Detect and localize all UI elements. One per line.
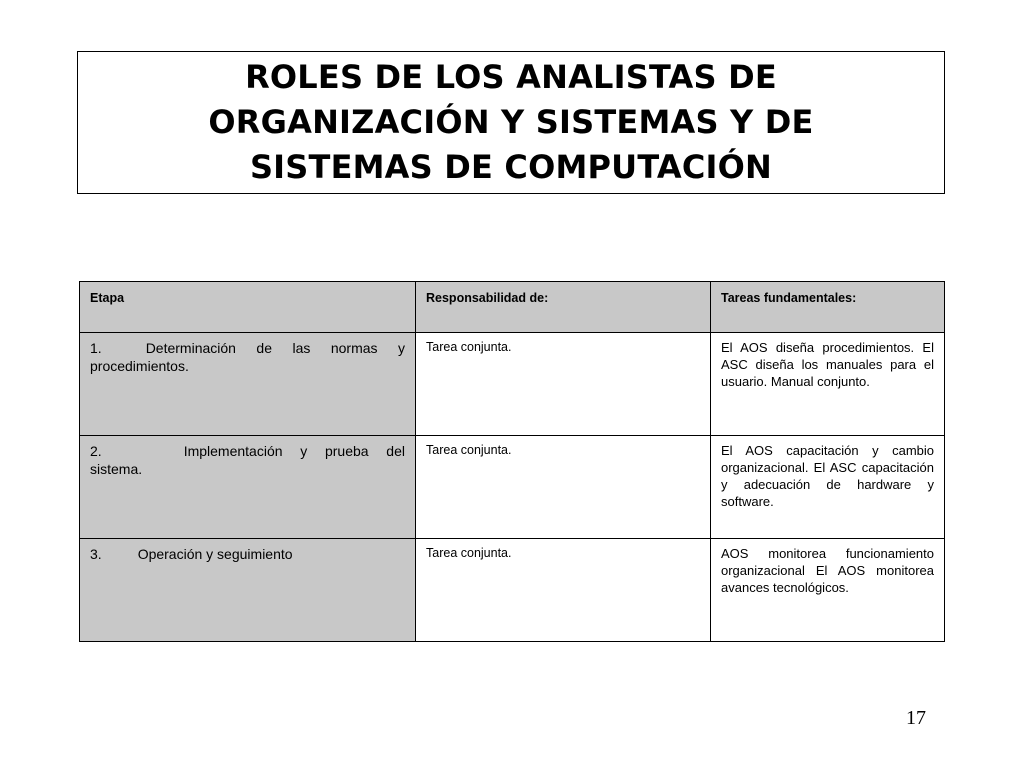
responsabilidad-cell: Tarea conjunta. <box>416 333 711 436</box>
etapa-text: Operación y seguimiento <box>137 546 293 562</box>
tareas-cell: El AOS capacitación y cambio organizacional. El ASC capacitación y adecuación de hardware y software. <box>711 436 945 539</box>
etapa-cell <box>80 333 416 436</box>
etapa-text: Implementación y prueba del sistema. <box>90 443 405 477</box>
table-header-row <box>80 282 945 333</box>
column-header-etapa: Etapa <box>80 282 416 333</box>
slide-title-line: ORGANIZACIÓN Y SISTEMAS Y DE <box>208 103 814 141</box>
slide-title-line: SISTEMAS DE COMPUTACIÓN <box>249 148 773 186</box>
table-row <box>80 539 945 642</box>
etapa-text: Determinación de las normas y procedimientos. <box>90 340 405 374</box>
slide-number: 17 <box>906 707 926 729</box>
etapa-cell <box>80 436 416 539</box>
column-header-tareas: Tareas fundamentales: <box>711 282 945 333</box>
table-row <box>80 333 945 436</box>
responsabilidad-cell: Tarea conjunta. <box>416 436 711 539</box>
roles-table <box>79 281 945 642</box>
slide-title-line: ROLES DE LOS ANALISTAS DE <box>245 58 777 96</box>
responsabilidad-cell: Tarea conjunta. <box>416 539 711 642</box>
tareas-cell: AOS monitorea funcionamiento organizacional El AOS monitorea avances tecnológicos. <box>711 539 945 642</box>
slide-title <box>208 55 813 190</box>
etapa-cell <box>80 539 416 642</box>
slide-title-box <box>77 51 945 194</box>
column-header-responsabilidad: Responsabilidad de: <box>416 282 711 333</box>
etapa-number: 3. <box>90 546 102 562</box>
table-row <box>80 436 945 539</box>
tareas-cell: El AOS diseña procedimientos. El ASC diseña los manuales para el usuario. Manual conjunto. <box>711 333 945 436</box>
etapa-number: 1. <box>90 340 102 356</box>
etapa-number: 2. <box>90 443 102 459</box>
